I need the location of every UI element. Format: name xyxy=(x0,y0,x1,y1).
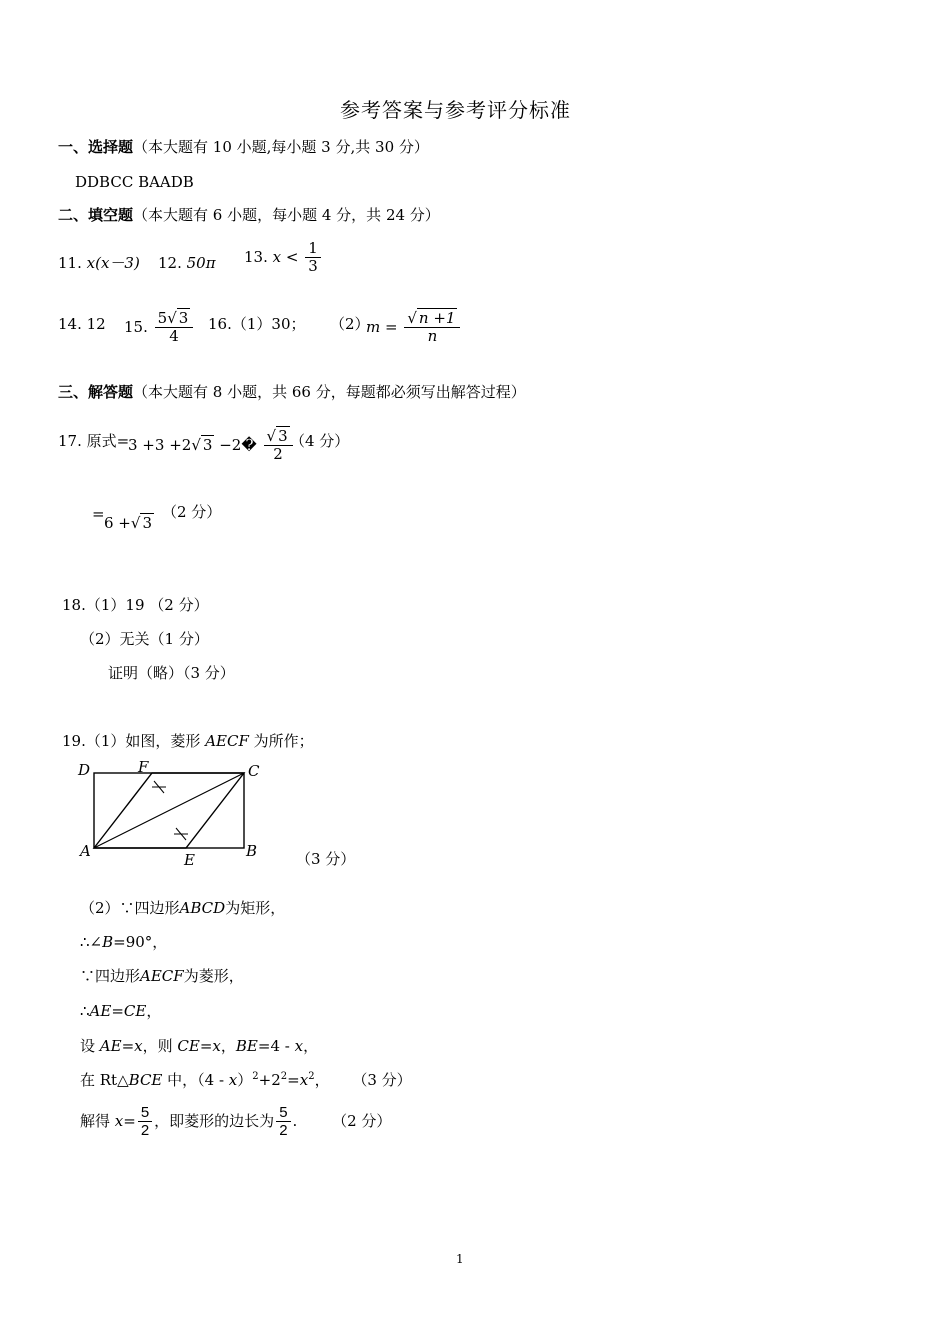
section3-note: （本大题有 8 小题，共 66 分，每题都必须写出解答过程） xyxy=(133,383,526,401)
q14: 14. 12 xyxy=(58,315,106,333)
q19-intro-c: 为所作； xyxy=(253,732,314,750)
q19-l3-b: AECF xyxy=(140,967,184,985)
q13-fraction xyxy=(305,240,321,276)
q19-l6-b: BCE xyxy=(128,1071,163,1089)
q11-expr: x(x－3) xyxy=(86,254,140,272)
q19-l7-fraction2 xyxy=(276,1104,290,1140)
q16-sqrt: √ n +1 xyxy=(407,309,456,327)
q15-coef: 5 xyxy=(157,309,168,327)
section1-note: （本大题有 10 小题,每小题 3 分,共 30 分） xyxy=(133,138,429,156)
q19-l6-sup1: 2 xyxy=(252,1071,259,1082)
q19-l5-text: ，则 xyxy=(142,1037,178,1055)
q13-lhs: x < xyxy=(272,247,299,266)
q19-line6 xyxy=(80,1071,412,1089)
q16-part1: 16.（1）30； xyxy=(208,315,306,333)
q18-line3: 证明（略）（3 分） xyxy=(108,664,235,682)
q17-frac-denominator: 2 xyxy=(273,445,283,464)
q17-odd-glyph: � xyxy=(241,435,257,454)
q16-fraction xyxy=(404,310,460,346)
label-b: B xyxy=(246,842,258,860)
q17-score2: （2 分） xyxy=(162,503,222,521)
q16-formula xyxy=(366,310,462,346)
q17-expr-a: 3 +3 +2 xyxy=(128,435,192,454)
section1-header xyxy=(58,138,429,156)
q17-equals: = xyxy=(92,505,105,523)
q19-l5-text: ， xyxy=(220,1037,236,1055)
q17-frac-numerator xyxy=(264,428,293,446)
q19-l6-g: = xyxy=(287,1071,300,1089)
q19-l5-text: ， xyxy=(303,1037,319,1055)
q17-radicand-a: 3 xyxy=(202,435,213,454)
q19-line2 xyxy=(80,933,167,951)
q13-denominator: 3 xyxy=(308,257,318,276)
q15 xyxy=(124,310,195,346)
q19-l5-text: = xyxy=(121,1037,135,1055)
q12 xyxy=(158,254,216,272)
q19-l5-text: 设 xyxy=(80,1037,100,1055)
q19-l1-c: 为矩形， xyxy=(225,899,286,917)
q19-l6-c: 中，（4 - xyxy=(162,1071,229,1089)
q19-l6-i: ， xyxy=(314,1071,330,1089)
q16-radicand: n +1 xyxy=(418,309,456,327)
q19-l6-d: x xyxy=(228,1071,238,1089)
q19-l5-var: CE xyxy=(177,1037,200,1055)
label-c: C xyxy=(248,762,260,780)
label-d: D xyxy=(78,761,91,779)
q16-numerator xyxy=(404,310,460,328)
q17-result-radicand: 3 xyxy=(142,514,152,532)
q12-label: 12. xyxy=(158,254,182,272)
q15-fraction xyxy=(155,310,194,346)
q16-part2-label: （2） xyxy=(330,315,370,333)
q19-l4-b: AE xyxy=(89,1002,112,1020)
q19-l6-a: 在 Rt△ xyxy=(80,1071,129,1089)
q11-label: 11. xyxy=(58,254,82,272)
q17-result-sqrt: √ 3 xyxy=(130,514,152,532)
q17-expression xyxy=(128,428,295,464)
q19-l3-c: 为菱形， xyxy=(183,967,244,985)
q19-l6-h: x xyxy=(299,1071,309,1089)
q19-l6-f: +2 xyxy=(258,1071,281,1089)
q19-l5-var: BE xyxy=(235,1037,258,1055)
q15-numerator xyxy=(155,310,194,328)
q19-intro xyxy=(62,732,314,750)
q19-l3-a: ∵四边形 xyxy=(80,967,141,985)
q19-l5-var: AE xyxy=(99,1037,122,1055)
q17-frac-radicand: 3 xyxy=(278,427,288,445)
q19-l1-b: ABCD xyxy=(179,899,226,917)
q19-l1-a: （2）∵四边形 xyxy=(80,899,180,917)
q19-line1 xyxy=(80,899,285,917)
q17-expr-b: −2 xyxy=(219,435,242,454)
q19-l7-frac-den: 2 xyxy=(140,1122,150,1140)
q18-line1: 18.（1）19 （2 分） xyxy=(62,596,209,614)
q19-l4-a: ∴ xyxy=(80,1002,90,1020)
section2-header xyxy=(58,206,440,224)
q19-l6-e: ） xyxy=(237,1071,253,1089)
section2-note: （本大题有 6 小题，每小题 4 分，共 24 分） xyxy=(133,206,440,224)
q17-result-a: 6 + xyxy=(104,514,131,532)
q19-l7-frac2-num: 5 xyxy=(276,1104,290,1122)
q15-sqrt: √ 3 xyxy=(167,309,189,327)
q17-label: 17. 原式= xyxy=(58,432,130,450)
q19-l5-var: x xyxy=(294,1037,304,1055)
q19-l2-c: =90°， xyxy=(113,933,168,951)
q19-intro-a: 19.（1）如图，菱形 xyxy=(62,732,201,750)
q15-radicand: 3 xyxy=(178,309,189,327)
q19-l4-e: ， xyxy=(146,1002,162,1020)
q19-line7 xyxy=(80,1104,391,1140)
q17-score1: （4 分） xyxy=(290,432,350,450)
q13-label: 13. xyxy=(244,247,268,266)
q15-denominator: 4 xyxy=(169,327,179,346)
q19-l7-d: ，即菱形的边长为 xyxy=(154,1111,275,1130)
q19-l5-text: = xyxy=(199,1037,213,1055)
q19-l7-a: 解得 xyxy=(80,1111,115,1130)
q19-l7-fraction xyxy=(138,1104,152,1140)
rhombus-figure xyxy=(70,756,280,871)
q19-l5-var: x xyxy=(212,1037,221,1055)
section2-heading: 二、填空题 xyxy=(58,206,134,224)
q18-line2: （2）无关（1 分） xyxy=(80,630,209,648)
q13 xyxy=(244,240,323,276)
q19-l6-score: （3 分） xyxy=(352,1071,412,1089)
q17-result xyxy=(104,514,154,532)
q13-numerator: 1 xyxy=(305,240,321,258)
q19-figure-score: （3 分） xyxy=(296,850,356,868)
q19-line5 xyxy=(80,1037,318,1055)
q19-l7-b: x xyxy=(114,1111,124,1130)
section1-heading: 一、选择题 xyxy=(58,138,134,156)
section3-heading: 三、解答题 xyxy=(58,383,134,401)
q15-label: 15. xyxy=(124,317,148,336)
page-number: 1 xyxy=(456,1252,464,1266)
q12-expr: 50π xyxy=(186,254,216,272)
q19-l5-text: =4 - xyxy=(257,1037,295,1055)
q19-l2-a: ∴∠ xyxy=(80,933,103,951)
q19-line3 xyxy=(80,967,244,985)
q19-l6-sup3: 2 xyxy=(308,1071,315,1082)
q19-l4-c: = xyxy=(111,1002,124,1020)
q19-l6-sup2: 2 xyxy=(280,1071,288,1082)
label-e: E xyxy=(184,851,195,869)
q19-intro-b: AECF xyxy=(205,732,249,750)
q19-l7-c: = xyxy=(123,1111,136,1130)
q19-l2-b: B xyxy=(102,933,114,951)
q17-frac-sqrt: √ 3 xyxy=(266,427,288,445)
q19-line4 xyxy=(80,1002,161,1020)
q19-l7-frac-num: 5 xyxy=(138,1104,152,1122)
q17-fraction xyxy=(264,428,293,464)
q16-denominator: n xyxy=(427,327,438,346)
q17-sqrt-a: √ 3 xyxy=(191,435,213,454)
q16-lhs: m = xyxy=(366,317,398,336)
q19-l7-e: . xyxy=(292,1111,298,1130)
page-title: 参考答案与参考评分标准 xyxy=(340,98,571,122)
q19-l7-score: （2 分） xyxy=(332,1111,392,1130)
q19-l4-d: CE xyxy=(123,1002,147,1020)
section3-header xyxy=(58,383,526,401)
diagonal-ac xyxy=(94,773,244,848)
label-a: A xyxy=(80,842,91,860)
q19-l7-frac2-den: 2 xyxy=(279,1122,288,1140)
q19-l5-var: x xyxy=(134,1037,143,1055)
label-f: F xyxy=(138,758,149,776)
section1-answers: DDBCC BAADB xyxy=(75,173,194,191)
q11 xyxy=(58,254,140,272)
